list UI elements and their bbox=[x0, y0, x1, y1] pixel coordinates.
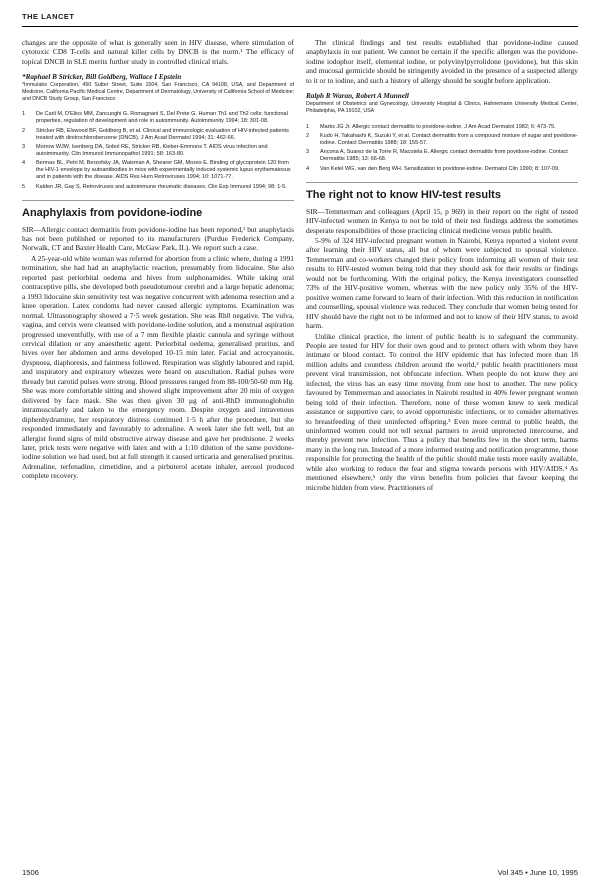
body-paragraph: SIR—Temmerman and colleagues (April 15, p 969) in their report on the right of tested HIV-infected women in Kenya to not be told of their test findings address the sometimes desperate responsibilities of those practicing clinical medicine versus public health. bbox=[306, 206, 578, 235]
reference-item: 3 Ancona A, Suarez de la Torre R, Macotela E. Allergic contact dermatitis from povidone-iodine. Contact Dermatitis 1985; 13: 66-68. bbox=[306, 149, 568, 163]
body-paragraph: A 25-year-old white woman was referred for abortion from a clinic where, during a 1991 termination, she had had an anaphylactic reaction, presumably from lidocaine. She also reported past periorbital oedema and hives from sulphonamides. While taking oral contraceptive pills, she developed both pseudotumour cerebri and a large hepatic adenoma; a 1993 lidocaine skin sensitivity test was negative concurrent with adenoma resection and a knee operation. Latex condoms had never caused allergic symptoms. Examination was normal. Ultrasonography showed a 7·5 week gestation. She was Rh0 negative. The vulva, vagina, and cervix were cleansed with povidone-iodine solution, and a menstrual aspiration progressed uneventfully, with use of a 7 mm flexible plastic cannula and syringe without cervical dilation or any anaesthetic agent. Periorbital oedema, generalised pruritus, and hives over her abdomen and arms developed 10-15 min later. Facial and acrocyanosis, dyspnoea, diaphoresis, and faintness followed. Respiration was slightly laboured and rapid, and inspiratory and expiratory wheezes were heard on auscultation. Radial pulses were thready but carotid pulses were strong. Blood pressures ranged from 88-100/50-60 mm Hg. She was more comfortable sitting and showed slight improvement after 20 min of oxygen delivered by face mask. She was then given 30 μg of anti-RhD immunoglobulin intramuscularly and taken to the emergency room. Despite oxygen and intravenous diphenhydramine, her respiratory distress continued 1·5 h after the procedure, but she responded immediately and favourably to adrenaline. A week later she felt well, but an allergist found signs of mild obstructive airway disease and gave her prednisone. 2 weeks later, prick tests were negative with latex and with a 1:10 dilution of the same povidone-iodine solution we had used, but at full strength it caused urticaria and generalised pruritus. Adrenaline, terfenadine, cimetidine, and a pirbuterol acetate inhaler, aerosol produced complete recovery. bbox=[22, 253, 294, 481]
body-paragraph: SIR—Allergic contact dermatitis from povidone-iodine has been reported,¹ but anaphylaxis has not been published or reported to its manufacturers (Purdue Frederick Company, Norwalk, CT and Baxter Health Care, McGaw Park, IL). We report such a case. bbox=[22, 224, 294, 253]
reference-list bbox=[22, 111, 294, 190]
left-column bbox=[22, 38, 294, 482]
body-paragraph: Unlike clinical practice, the intent of public health is to safeguard the community. People are tested for HIV for their own good and to protect others with whom they have intimate or blood contact. To control the HIV epidemic that has infected more than 18 million adults and countless children around the world,² public health practitioners must prevent viral transmission, not obfuscate infection. When people do not know they are infected, the virus has an easy time moving from one host to another. The new policy favoured by Temmerman and associates in Nairobi resulted in 40% fewer pregnant women being told of their infection. Therefore, none of these women knew to seek medical assistance or supportive care, to avoid opportunistic infections, or to consider alternatives to breastfeeding of their uninfected offspring.³ Even more central to public health, the uninformed women could not tell sexual partners to avoid unprotected intercourse, and thereby prevent new infection. Thus a policy that benefits few in the short term, harms many in the long run. Instead of a more informed testing and notification programme, those responsible for protecting the health of the public should make tests more easily available, while also working to reduce the fear and stigma towards persons with HIV/AIDS.⁴ As mentioned elsewhere,⁵ only the virus benefits from policies that favour keeping the microbe hidden from view. Practitioners of bbox=[306, 331, 578, 492]
reference-item: 4 Bermas BL, Petri M, Berzofsky JA, Waisman A, Shearer GM, Mozes E. Binding of glycoprotein 120 from the HIV-1 envelope by autoantibodies in mice with experimentally induced systemic lupus erythematosus and in patients with the disease. AIDS Res Hum Retroviruses 1994; 10: 1071-77. bbox=[22, 160, 291, 181]
article-title-hiv: The right not to know HIV-test results bbox=[306, 182, 578, 202]
right-column bbox=[306, 38, 578, 493]
reference-item: 4 Van Ketel WG, van den Berg WH. Sensitization to povidone-iodine. Dermatol Clin 1990; 8: 107-09. bbox=[306, 165, 560, 172]
reference-item: 3 Morrow WJW, Isenberg DA, Sobol RE, Stricker RB, Kieber-Emmons T. AIDS virus infection and autoimmunity. Clin Immunol Immunopathol 1991; 58: 163-80. bbox=[22, 144, 268, 157]
intro-paragraph: changes are the opposite of what is generally seen in HIV disease, where stimulation of cytotoxic CD8 T-cells and natural killer cells by DNCB is the norm.¹ The efficacy of topical DNCB in SLE merits further study in controlled clinical trials. bbox=[22, 38, 294, 66]
article-title-anaphylaxis: Anaphylaxis from povidone-iodine bbox=[22, 200, 294, 220]
page-number: 1506 bbox=[22, 868, 39, 877]
reference-item: 5 Kalden JR, Gay S. Retroviruses and autoimmune rheumatic diseases. Clin Exp Immunol 1994; 98: 1-5. bbox=[22, 183, 287, 190]
letter-affiliation: *Immulabs Corporation, 450 Sutter Street, Suite 1504, San Francisco, CA 94108, USA, and Department of Medicine, California Pacific Medical Centre, Department of Dermatology, University of California School of Medicine; and DNCB Study Group, San Francisco bbox=[22, 82, 294, 102]
reference-list bbox=[306, 124, 578, 173]
letter-authors: *Raphael B Stricker, Bill Goldberg, Wallace I Epstein bbox=[22, 73, 182, 82]
reference-item: 2 Stricker RB, Elswood BF, Goldberg B, et al. Clinical and immunologic evaluation of HIV-infected patients treated with dinitrochlorobenzene (DNCB). J Am Acad Dermatol 1994; 31: 462-66. bbox=[22, 127, 289, 141]
reference-item: 1 Marks JG Jr. Allergic contact dermatitis to povidone-iodine. J Am Acad Dermatol 1982; 6: 473-75. bbox=[306, 123, 556, 130]
reference-item: 2 Kudo H, Takahashi K, Suzuki Y, et al. Contact dermatitis from a compound mixture of sugar and povidone-iodine. Contact Dermatitis 1988; 18: 155-57. bbox=[306, 133, 578, 146]
volume-info: Vol 345 • June 10, 1995 bbox=[497, 868, 578, 877]
journal-header bbox=[22, 12, 578, 27]
conclusion-paragraph: The clinical findings and test results established that povidone-iodine caused anaphylaxis in our patient. We cannot be certain if the specific allergen was the povidone-iodine iodophor itself, elemental iodine, or polyvinylpyrrolidone (povidone), but this skin and mucosal germicide should be stringently avoided in the presence of a suspected allergy to it or to iodine, and such a history of allergy should be sought before application. bbox=[306, 38, 578, 85]
letter-affiliation: Department of Obstetrics and Gynecology, University Hospital & Clinics, Hahnemann University Medical Center, Philadelphia, PA 19102, USA bbox=[306, 101, 578, 114]
body-paragraph: 5-9% of 324 HIV-infected pregnant women in Nairobi, Kenya reported a violent event after learning their HIV status, all but of whom were subjected to spousal violence. Temmerman and co-workers changed their policy from informing all women of their test results to HIV-tested women being told that they should ask for their results or findings would not be forthcoming. With the original policy, the Kenya investigators counselled 73% of the HIV-positive women, whereas with the new policy only 35% of the HIV-positive women came forward to learn of their infection. With this reduction in notification and counselling, spousal violence was reduced. They conclude that women being tested for HIV should have the right not to be informed and not to know of their HIV status, to avoid harm. bbox=[306, 235, 578, 331]
reference-item: 1 De Carli M, D'Elios MM, Zancuoghi G, Romagnani S, Del Prete G. Human Th1 and Th2 cells: functional properties, regulation of development and role in autoimmunity. Autoimmunity 1994; 18: 301-08. bbox=[22, 111, 288, 125]
letter-authors: Ralph R Waran, Robert A Munnell bbox=[306, 92, 409, 101]
journal-name: THE LANCET bbox=[22, 12, 75, 21]
page-footer bbox=[22, 868, 578, 880]
